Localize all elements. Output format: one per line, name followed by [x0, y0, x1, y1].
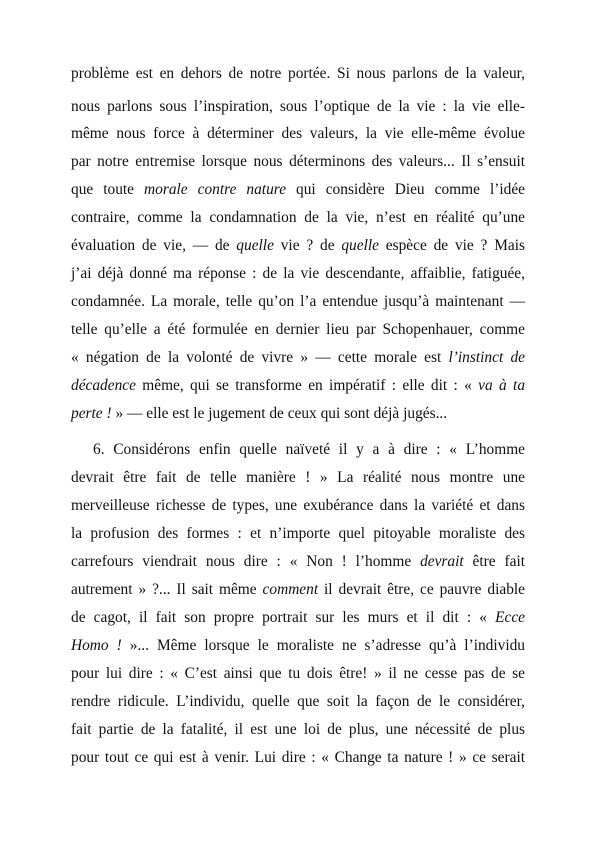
emphasis-text: quelle [236, 237, 274, 254]
text-line: autrement » ?... Il sait même comment il devrait être, ce pauvre diable [71, 581, 525, 598]
text-line: problème est en dehors de notre portée. Si nous parlons de la valeur, [71, 65, 525, 82]
text-line: condamnée. La morale, telle qu’on l’a entendue jusqu’à maintenant — [71, 293, 525, 310]
text-line: merveilleuse richesse de types, une exubérance dans la variété et dans [71, 497, 525, 514]
emphasis-text: l’instinct de [448, 349, 525, 366]
emphasis-text: comment [262, 581, 319, 598]
emphasis-text: quelle [341, 237, 379, 254]
text-line: pour lui dire : « C’est ainsi que tu dois être! » il ne cesse pas de se [71, 665, 525, 682]
text-line: devrait être fait de telle manière ! » La réalité nous montre une [71, 469, 525, 486]
text-line: fait partie de la fatalité, il est une loi de plus, une nécessité de plus [71, 721, 525, 738]
text-line: « négation de la volonté de vivre » — cette morale est l’instinct de [71, 349, 525, 366]
emphasis-text: Homo ! [71, 637, 122, 654]
text-line: la profusion des formes : et n’importe quel pitoyable moraliste des [71, 525, 525, 542]
text-line: j’ai déjà donné ma réponse : de la vie descendante, affaiblie, fatiguée, [71, 265, 525, 282]
text-line: rendre ridicule. L’individu, quelle que soit la façon de le considérer, [71, 693, 525, 710]
emphasis-text: perte ! [71, 405, 112, 422]
text-line: évaluation de vie, — de quelle vie ? de quelle espèce de vie ? Mais [71, 237, 525, 254]
text-line: nous parlons sous l’inspiration, sous l’optique de la vie : la vie elle- [71, 98, 525, 115]
emphasis-text: morale contre nature [144, 181, 287, 198]
text-line: pour tout ce qui est à venir. Lui dire : « Change ta nature ! » ce serait [71, 749, 525, 766]
text-line: Homo ! »... Même lorsque le moraliste ne s’adresse qu’à l’individu [71, 637, 526, 654]
emphasis-text: devrait [420, 553, 464, 570]
text-line: par notre entremise lorsque nous déterminons des valeurs... Il s’ensuit [71, 153, 525, 170]
text-line: même nous force à déterminer des valeurs, la vie elle-même évolue [71, 125, 525, 142]
text-line: de cagot, il fait son propre portrait sur les murs et il dit : « Ecce [71, 609, 525, 626]
text-line: carrefours viendrait nous dire : « Non ! l’homme devrait être fait [71, 553, 525, 570]
text-line: perte ! » — elle est le jugement de ceux qui sont déjà jugés... [71, 405, 448, 422]
paragraph-first-line: 6. Considérons enfin quelle naïveté il y a à dire : « L’homme [93, 441, 525, 458]
emphasis-text: va à ta [478, 377, 526, 394]
text-line: telle qu’elle a été formulée en dernier lieu par Schopenhauer, comme [71, 321, 525, 338]
text-line: décadence même, qui se transforme en impératif : elle dit : « va à ta [71, 377, 526, 394]
text-line: que toute morale contre nature qui considère Dieu comme l’idée [71, 181, 525, 198]
emphasis-text: décadence [71, 377, 136, 394]
text-line: contraire, comme la condamnation de la vie, n’est en réalité qu’une [71, 209, 525, 226]
emphasis-text: Ecce [495, 609, 525, 626]
